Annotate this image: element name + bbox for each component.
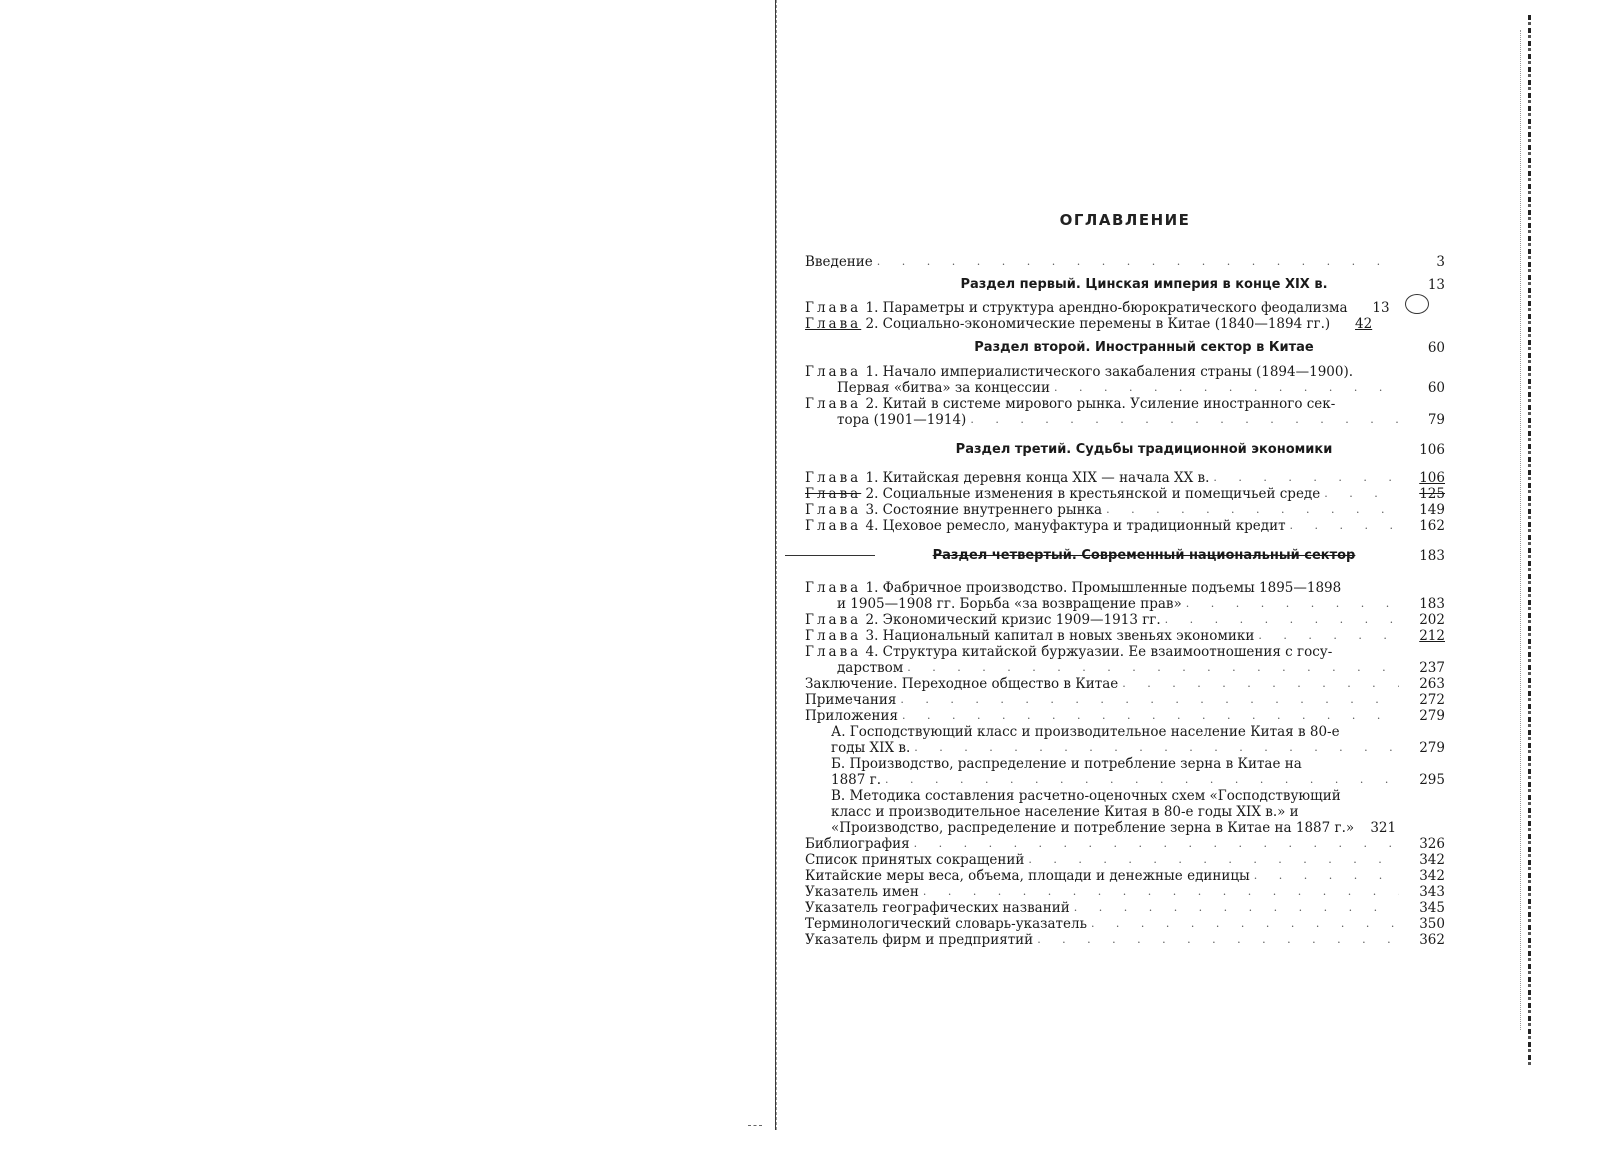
toc-entry-chapter-cont[interactable]: дарством . . . 237 [805,660,1445,676]
scan-edge-right-thin [1520,30,1521,1030]
toc-page [805,0,1445,1163]
toc-entry-chapter-cont[interactable]: тора (1901—1914) . . . 79 [805,412,1445,428]
toc-entry-abbreviations[interactable]: Список принятых сокращений . . . 342 [805,852,1445,868]
spine-shadow [776,0,777,1130]
toc-entry-chapter[interactable]: Глава 4. Цеховое ремесло, мануфактура и традиционный кредит . . . 162 [805,518,1445,534]
toc-entry-bibliography[interactable]: Библиография . . . 326 [805,836,1445,852]
toc-entry-chapter[interactable]: Глава 2. Социально-экономические перемены в Китае (1840—1894 гг.) 42 [805,316,1373,332]
toc-entry-notes[interactable]: Примечания . . . 272 [805,692,1445,708]
toc-entry-chapter[interactable]: Глава 1. Китайская деревня конца XIX — начала XX в. . . . 106 [805,470,1445,486]
toc-entry-appendix-cont[interactable]: «Производство, распределение и потребление зерна в Китае на 1887 г.» 321 [831,820,1397,836]
scan-mark [748,1125,762,1126]
section-heading-4[interactable]: Раздел четвертый. Современный национальный сектор 183 [932,548,1445,564]
toc-entry-measures[interactable]: Китайские меры веса, объема, площади и денежные единицы . . . 342 [805,868,1445,884]
toc-entry-chapter[interactable]: Глава 2. Социальные изменения в крестьянской и помещичьей среде . . . 125 [805,486,1445,502]
toc-entry-appendix-cont[interactable]: годы XIX в. . . . 279 [805,740,1445,756]
section-heading-3[interactable]: Раздел третий. Судьбы традиционной экономики 106 [955,442,1445,458]
toc-entry-chapter[interactable]: Глава 3. Национальный капитал в новых звеньях экономики . . . 212 [805,628,1445,644]
toc-entry-appendix-cont[interactable]: 1887 г. . . . 295 [805,772,1445,788]
toc-entry-name-index[interactable]: Указатель имен . . . 343 [805,884,1445,900]
toc-entry-appendix[interactable]: Б. Производство, распределение и потребление зерна в Китае на [831,756,1302,772]
toc-entry-chapter[interactable]: Глава 3. Состояние внутреннего рынка . . . 149 [805,502,1445,518]
toc-entry-firms-index[interactable]: Указатель фирм и предприятий . . . 362 [805,932,1445,948]
toc-entry-chapter[interactable]: Глава 1. Параметры и структура арендно-бюрократического феодализма 13 [805,300,1390,316]
toc-entry-chapter-cont[interactable]: и 1905—1908 гг. Борьба «за возвращение прав» . . . 183 [805,596,1445,612]
toc-entry-glossary[interactable]: Терминологический словарь-указатель . . . 350 [805,916,1445,932]
toc-entry-chapter[interactable]: Глава 1. Начало империалистического закабаления страны (1894—1900). [805,364,1354,380]
toc-entry-appendix[interactable]: В. Методика составления расчетно-оценочных схем «Господствующий [831,788,1341,804]
section-heading-1[interactable]: Раздел первый. Цинская империя в конце XIX в. 13 [960,277,1445,293]
toc-entry-chapter-cont[interactable]: Первая «битва» за концессии . . . 60 [805,380,1445,396]
section-heading-2[interactable]: Раздел второй. Иностранный сектор в Китае 60 [974,340,1445,356]
toc-entry-conclusion[interactable]: Заключение. Переходное общество в Китае . . . 263 [805,676,1445,692]
toc-entry-appendix-cont[interactable]: класс и производительное население Китая в 80-е годы XIX в.» и [831,804,1299,820]
page-title: ОГЛАВЛЕНИЕ [1059,211,1191,229]
scan-edge-right [1528,15,1531,1065]
pencil-circle-mark [1405,294,1429,314]
toc-entry-geo-index[interactable]: Указатель географических названий . . . 345 [805,900,1445,916]
toc-entry-chapter[interactable]: Глава 2. Китай в системе мирового рынка. Усиление иностранного сек- [805,396,1336,412]
toc-entry-appendix[interactable]: А. Господствующий класс и производительное население Китая в 80-е [831,724,1340,740]
toc-entry-chapter[interactable]: Глава 1. Фабричное производство. Промышленные подъемы 1895—1898 [805,580,1342,596]
toc-entry-appendices[interactable]: Приложения . . . 279 [805,708,1445,724]
toc-entry-intro[interactable]: Введение . . . 3 [805,254,1445,270]
pencil-strike-mark [785,555,875,556]
toc-entry-chapter[interactable]: Глава 2. Экономический кризис 1909—1913 гг. . . . 202 [805,612,1445,628]
toc-entry-chapter[interactable]: Глава 4. Структура китайской буржуазии. Ее взаимоотношения с госу- [805,644,1333,660]
